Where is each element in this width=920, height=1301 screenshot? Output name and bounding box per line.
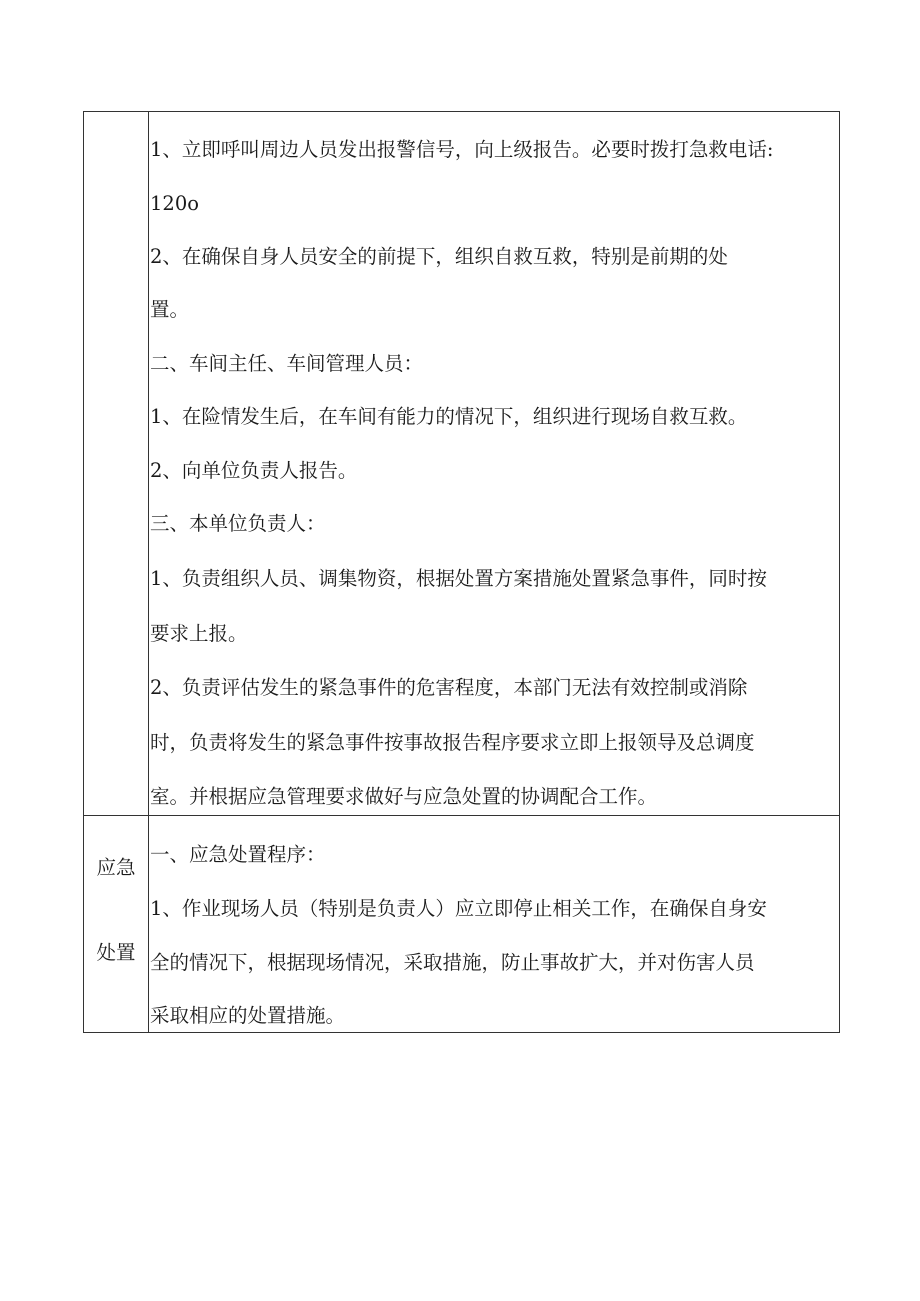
row1-line-4: 置。 (150, 298, 190, 321)
row2-line-3: 全的情况下，根据现场情况，采取措施，防止事故扩大，并对伤害人员 (150, 951, 755, 974)
row1-line-13: 室。并根据应急管理要求做好与应急处置的协调配合工作。 (150, 785, 658, 808)
row1-line-1: 1、立即呼叫周边人员发出报警信号，向上级报告。必要时拨打急救电话: (150, 138, 774, 161)
row1-line-3: 2、在确保自身人员安全的前提下，组织自救互救，特别是前期的处 (150, 245, 728, 268)
row2-label-line-1: 应急 (96, 856, 136, 879)
row1-line-8: 三、本单位负责人： (150, 512, 326, 535)
row1-line-12: 时，负责将发生的紧急事件按事故报告程序要求立即上报领导及总调度 (150, 731, 755, 754)
row2-line-2: 1、作业现场人员（特别是负责人）应立即停止相关工作，在确保自身安 (150, 897, 767, 920)
row2-line-4: 采取相应的处置措施。 (150, 1004, 346, 1027)
row-divider (84, 815, 839, 816)
procedure-table (83, 111, 840, 1033)
column-divider (148, 112, 149, 1032)
row1-line-6: 1、在险情发生后，在车间有能力的情况下，组织进行现场自救互救。 (150, 405, 748, 428)
row1-line-5: 二、车间主任、车间管理人员： (150, 352, 424, 375)
row1-line-2: 120o (150, 192, 199, 215)
row1-line-10: 要求上报。 (150, 622, 248, 645)
row2-line-1: 一、应急处置程序： (150, 843, 326, 866)
row1-line-11: 2、负责评估发生的紧急事件的危害程度，本部门无法有效控制或消除 (150, 676, 748, 699)
row1-line-9: 1、负责组织人员、调集物资，根据处置方案措施处置紧急事件，同时按 (150, 567, 767, 590)
row2-label-line-2: 处置 (96, 941, 136, 964)
row1-line-7: 2、向单位负责人报告。 (150, 459, 358, 482)
